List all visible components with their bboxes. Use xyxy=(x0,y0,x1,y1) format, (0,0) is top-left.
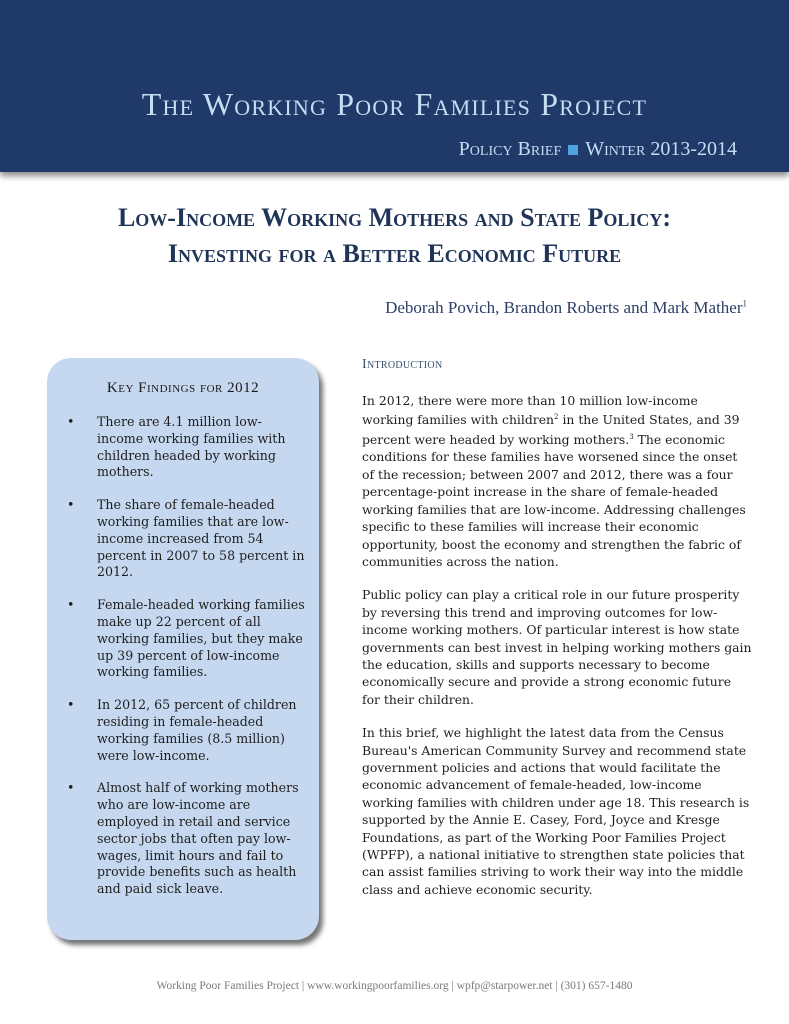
project-title: The Working Poor Families Project xyxy=(141,86,648,122)
footnote-ref[interactable]: 1 xyxy=(742,298,747,309)
key-findings-heading: Key Findings for 2012 xyxy=(106,380,260,396)
header-banner xyxy=(0,0,789,172)
introduction-body xyxy=(362,392,752,914)
key-finding-item xyxy=(67,697,307,764)
intro-paragraph-2: Public policy can play a critical role in our future prosperity by reversing this trend and improving outcomes for low-income working mothers. Of particular interest is how state governments can best invest in helping working mothers gain the education, skills and supports necessary to become economically secure and provide a strong economic future for their children. xyxy=(362,587,752,707)
key-finding-item xyxy=(67,497,307,581)
document-title xyxy=(0,200,789,272)
brief-season: Winter 2013-2014 xyxy=(585,138,737,160)
key-finding-text: Female-headed working families make up 22 percent of all working families, but they make up 39 percent of low-income working families. xyxy=(97,597,305,680)
key-finding-text: Almost half of working mothers who are low-income are employed in retail and service sector jobs that often pay low-wages, limit hours and fail to provide benefits such as health and paid sick leave. xyxy=(97,780,299,897)
footer-website-link[interactable]: www.workingpoorfamilies.org xyxy=(307,980,449,992)
brief-type: Policy Brief xyxy=(458,138,562,160)
footnote-ref[interactable]: 3 xyxy=(629,432,634,441)
key-finding-text: In 2012, 65 percent of children residing in female-headed working families (8.5 million) were low-income. xyxy=(97,697,297,763)
bullet-icon: • xyxy=(67,780,75,796)
key-finding-text: The share of female-headed working families that are low-income increased from 54 percent in 2007 to 58 percent in 2012. xyxy=(97,497,305,580)
intro-paragraph-3: In this brief, we highlight the latest data from the Census Bureau's American Community Survey and recommend state government policies and actions that would facilitate the economic advancement of female-headed, low-income working families with children under age 18. This research is supported by the Annie E. Casey, Ford, Joyce and Kresge Foundations, as part of the Working Poor Families Project (WPFP), a national initiative to strengthen state policies that can assist families striving to work their way into the middle class and achieve economic security. xyxy=(362,725,750,897)
footer-email-link[interactable]: wpfp@starpower.net xyxy=(456,980,553,992)
key-finding-item xyxy=(67,597,307,681)
document-title-line-1: Low-Income Working Mothers and State Policy: xyxy=(117,203,672,232)
key-findings-box xyxy=(47,358,319,940)
bullet-icon: • xyxy=(67,497,75,513)
footer-phone: (301) 657-1480 xyxy=(560,980,633,992)
bullet-icon: • xyxy=(67,697,75,713)
document-title-line-2: Investing for a Better Economic Future xyxy=(167,239,622,268)
authors xyxy=(385,298,747,318)
intro-paragraph-1 xyxy=(362,392,752,570)
footer-separator: | xyxy=(555,980,558,992)
intro-text: In 2012, there were more than 10 million low-income working families with children xyxy=(362,393,698,428)
footer-org: Working Poor Families Project xyxy=(156,980,300,992)
key-finding-item xyxy=(67,780,307,898)
key-finding-item xyxy=(67,414,307,481)
author-names: Deborah Povich, Brandon Roberts and Mark Mather xyxy=(385,298,743,317)
square-bullet-icon xyxy=(568,145,578,155)
brief-subtitle xyxy=(459,138,737,161)
key-findings-list xyxy=(67,414,307,914)
introduction-heading: Introduction xyxy=(362,357,443,372)
page-footer xyxy=(0,980,789,992)
bullet-icon: • xyxy=(67,414,75,429)
intro-text: The economic conditions for these families have worsened since the onset of the recession; between 2007 and 2012, there was a four percentage-point increase in the share of female-headed working families that are low-income. Addressing challenges specific to these families will increase their economic opportunity, boost the economy and strengthen the fabric of communities across the nation. xyxy=(362,432,746,569)
footer-separator: | xyxy=(301,980,305,992)
footnote-ref[interactable]: 2 xyxy=(554,413,559,422)
bullet-icon: • xyxy=(67,597,75,613)
intro-text: in the United States, and 39 percent were headed by working mothers. xyxy=(362,412,740,448)
footer-separator: | xyxy=(451,980,454,992)
key-finding-text: There are 4.1 million low-income working families with children headed by working mothers. xyxy=(97,414,286,480)
